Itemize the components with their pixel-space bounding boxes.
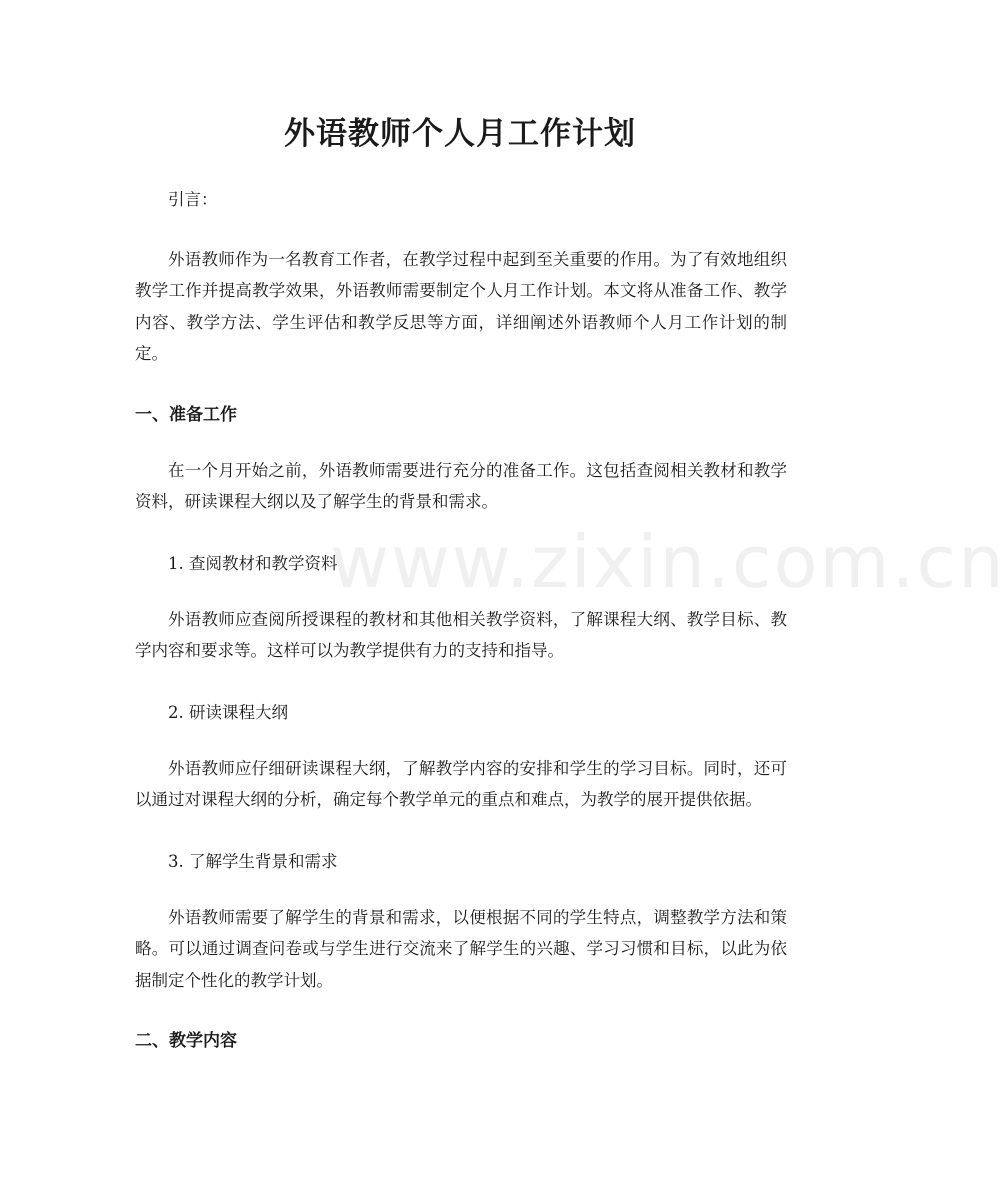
- sub-heading-textbooks: 1. 查阅教材和教学资料: [168, 553, 338, 573]
- watermark: www.zixin.com.cn: [330, 520, 1006, 604]
- document-body: [135, 184, 787, 1081]
- section-heading-preparation: 一、准备工作: [135, 404, 237, 425]
- sub-paragraph-textbooks: 外语教师应查阅所授课程的教材和其他相关教学资料，了解课程大纲、教学目标、教学内容和要求等。这样可以为教学提供有力的支持和指导。: [135, 609, 787, 660]
- sub-paragraph-students: 外语教师需要了解学生的背景和需求，以便根据不同的学生特点，调整教学方法和策略。可以通过调查问卷或与学生进行交流来了解学生的兴趣、学习习惯和目标，以此为依据制定个性化的教学计划。: [135, 907, 787, 990]
- intro-label: 引言：: [168, 190, 218, 209]
- sub-heading-syllabus: 2. 研读课程大纲: [168, 702, 288, 722]
- intro-paragraph: 外语教师作为一名教育工作者，在教学过程中起到至关重要的作用。为了有效地组织教学工作并提高教学效果，外语教师需要制定个人月工作计划。本文将从准备工作、教学内容、教学方法、学生评估和教学反思等方面，详细阐述外语教师个人月工作计划的制定。: [135, 249, 787, 363]
- sub-paragraph-syllabus: 外语教师应仔细研读课程大纲，了解教学内容的安排和学生的学习目标。同时，还可以通过对课程大纲的分析，确定每个教学单元的重点和难点，为教学的展开提供依据。: [135, 758, 787, 809]
- page-title: 外语教师个人月工作计划: [284, 116, 636, 152]
- sub-heading-students: 3. 了解学生背景和需求: [168, 851, 338, 871]
- section-heading-content: 二、教学内容: [135, 1031, 237, 1051]
- section-paragraph-preparation: 在一个月开始之前，外语教师需要进行充分的准备工作。这包括查阅相关教材和教学资料，研读课程大纲以及了解学生的背景和需求。: [135, 460, 787, 511]
